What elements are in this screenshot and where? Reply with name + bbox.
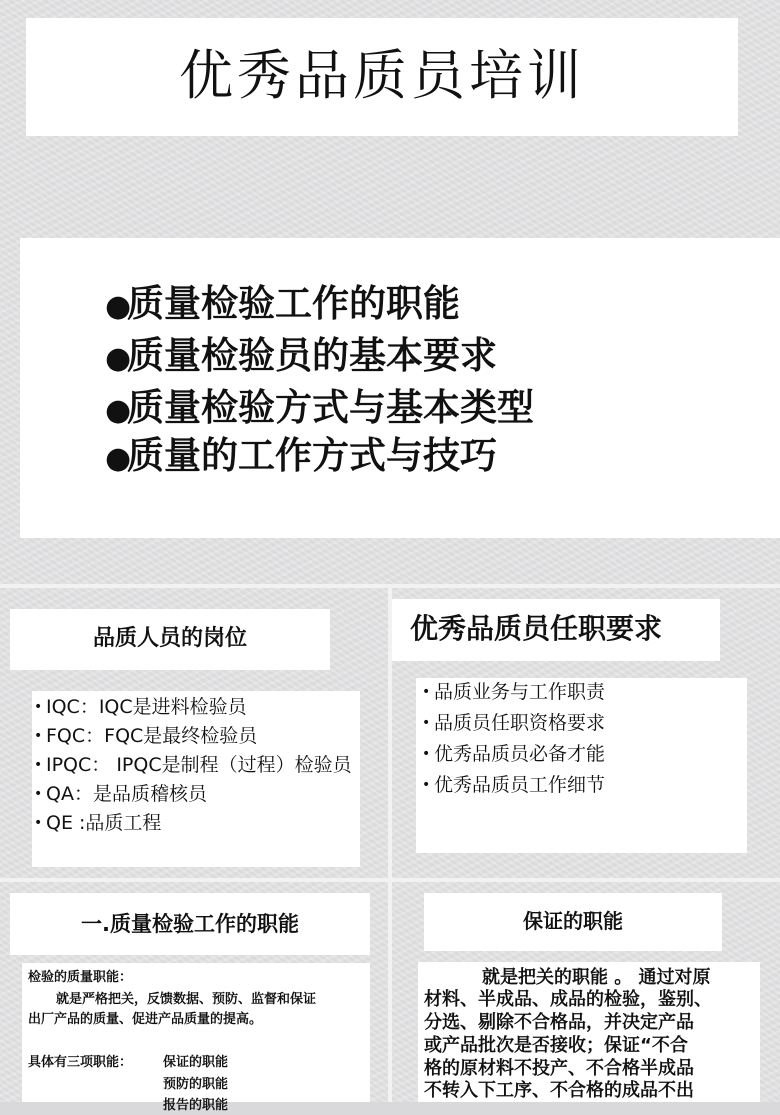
section-title: 保证的职能: [523, 909, 623, 933]
bullet-icon: •: [34, 786, 43, 802]
duty-body-line: 出厂产品的质量、促进产品质量的提高。: [28, 1012, 263, 1027]
agenda-item-label: 质量检验方式与基本类型: [127, 386, 534, 429]
agenda-card: [20, 238, 780, 538]
requirements-list: [416, 680, 747, 804]
list-item-label: 优秀品质员必备才能: [434, 743, 606, 765]
bullet-icon: •: [422, 777, 431, 793]
bullet-icon: •: [34, 815, 43, 831]
page-title: 优秀品质员培训: [179, 44, 585, 107]
list-item: [32, 695, 360, 720]
positions-list-card: [32, 691, 360, 867]
agenda-item-label: 质量检验工作的职能: [127, 282, 460, 325]
agenda-item: [105, 434, 497, 481]
three-functions-label: 具体有三项职能：: [28, 1055, 133, 1070]
agenda-item-label: 质量的工作方式与技巧: [127, 434, 497, 477]
duty-body-line: 就是严格把关，反馈数据、预防、监督和保证: [56, 992, 317, 1007]
bullet-icon: •: [34, 699, 43, 715]
duty-body-card: [22, 963, 370, 1113]
positions-list: [32, 695, 360, 840]
list-item: [32, 753, 360, 778]
agenda-item-label: 质量检验员的基本要求: [127, 334, 497, 377]
list-item: [416, 773, 747, 798]
bullet-icon: ●: [105, 393, 132, 428]
function-item: 预防的职能: [163, 1077, 229, 1092]
list-item-label: 品质员任职资格要求: [434, 712, 606, 734]
title-card: [26, 18, 738, 136]
agenda-item: [105, 282, 460, 329]
agenda-item: [105, 386, 534, 433]
list-item: [32, 782, 360, 807]
section-title: 优秀品质员任职要求: [410, 612, 663, 645]
list-item-label: FQC：FQC是最终检验员: [46, 725, 258, 747]
list-item-label: 优秀品质员工作细节: [434, 774, 606, 796]
bullet-icon: ●: [105, 289, 132, 324]
guarantee-line: 分选、剔除不合格品，并决定产品: [424, 1012, 694, 1033]
bullet-icon: •: [34, 757, 43, 773]
duty-heading: 检验的质量职能：: [28, 970, 133, 985]
section-title: 一.质量检验工作的职能: [81, 912, 299, 936]
bullet-icon: •: [34, 728, 43, 744]
guarantee-line: 就是把关的职能 。 通过对原: [482, 967, 711, 988]
guarantee-title-card: [424, 893, 722, 951]
requirements-title-card: [392, 599, 720, 661]
guarantee-line: 格的原材料不投产、不合格半成品: [424, 1058, 694, 1079]
guarantee-line: 材料、半成品、成品的检验，鉴别、: [424, 989, 712, 1010]
list-item: [32, 724, 360, 749]
positions-title-card: [10, 609, 330, 670]
guarantee-line: 或产品批次是否接收；保证“不合: [424, 1035, 688, 1056]
bullet-icon: ●: [105, 341, 132, 376]
agenda-item: [105, 334, 497, 381]
list-item-label: QA：是品质稽核员: [46, 783, 207, 805]
list-item: [416, 680, 747, 705]
bullet-icon: ●: [105, 441, 132, 476]
function-item: 保证的职能: [163, 1055, 229, 1070]
list-item: [416, 742, 747, 767]
bullet-icon: •: [422, 684, 431, 700]
list-item-label: 品质业务与工作职责: [434, 681, 606, 703]
function-item: 报告的职能: [163, 1098, 229, 1113]
guarantee-body-card: [418, 962, 760, 1102]
list-item: [32, 811, 360, 836]
duty-title-card: [10, 893, 370, 955]
guarantee-line: 不转入下工序、不合格的成品不出: [424, 1080, 694, 1101]
bullet-icon: •: [422, 746, 431, 762]
requirements-list-card: [416, 678, 747, 853]
bullet-icon: •: [422, 715, 431, 731]
list-item-label: IPQC： IPQC是制程（过程）检验员: [46, 754, 352, 776]
list-item-label: QE :品质工程: [46, 812, 162, 834]
list-item: [416, 711, 747, 736]
list-item-label: IQC：IQC是进料检验员: [46, 696, 247, 718]
section-title: 品质人员的岗位: [92, 626, 247, 651]
